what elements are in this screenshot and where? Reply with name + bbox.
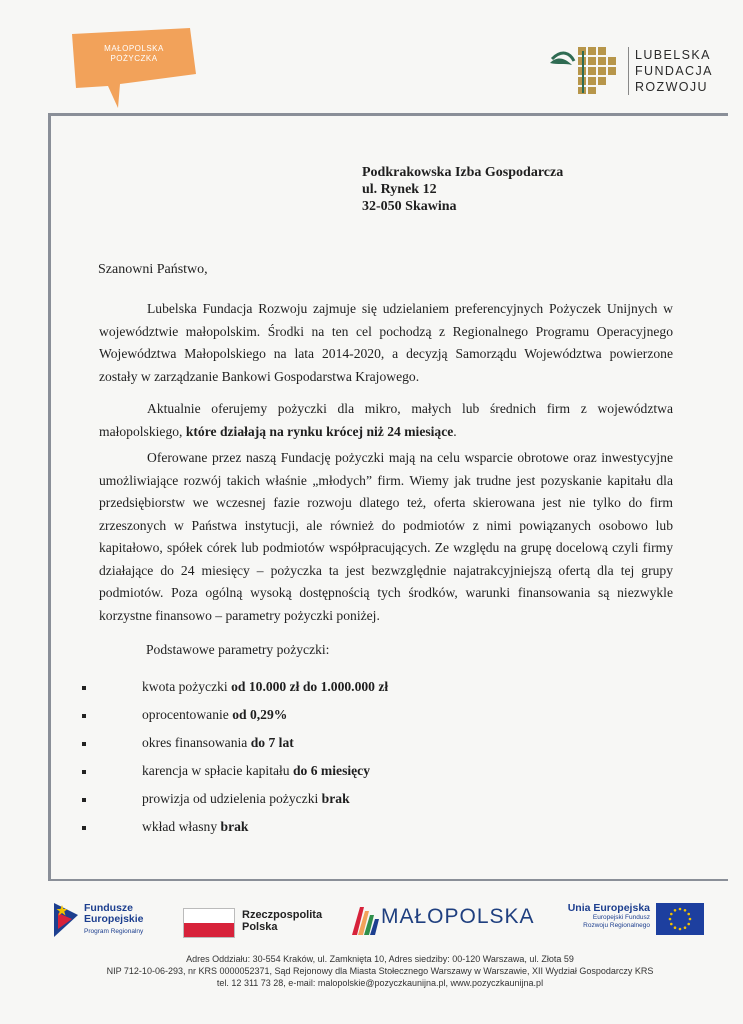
param-label: wkład własny [142, 819, 221, 834]
bullet-icon [82, 826, 86, 830]
fe-star-icon [52, 899, 80, 939]
recipient-street: ul. Rynek 12 [362, 182, 437, 197]
param-value: do 7 lat [250, 735, 294, 750]
rzeczpospolita-polska-label [242, 909, 322, 933]
ue-title: Unia Europejska [567, 902, 650, 914]
salutation: Szanowni Państwo, [98, 262, 208, 277]
params-title: Podstawowe parametry pożyczki: [146, 642, 330, 657]
lfr-emblem-icon [548, 45, 618, 95]
param-label: okres finansowania [142, 735, 251, 750]
paragraph-2 [99, 398, 673, 443]
footer-contact [40, 953, 720, 989]
lfr-line-1: LUBELSKA [635, 48, 711, 62]
param-value: do 6 miesięcy [292, 763, 371, 778]
ue-sub-1: Europejski Fundusz [592, 914, 650, 921]
param-label: oprocentowanie [142, 707, 233, 722]
recipient-address [362, 164, 563, 215]
param-label: kwota pożyczki [142, 679, 232, 694]
paragraph-2-end: . [453, 423, 457, 439]
fe-line-2: Europejskie [84, 913, 144, 925]
ue-sub-2: Rozwoju Regionalnego [583, 922, 650, 929]
param-item [82, 819, 248, 835]
paragraph-2-text: Aktualnie oferujemy pożyczki dla mikro, małych lub średnich firm z województwa małopolskiego, [99, 401, 673, 439]
malopolska-mark-icon [352, 905, 380, 935]
frame-bottom-line [48, 879, 728, 881]
fundusze-europejskie-logo [52, 899, 172, 943]
bullet-icon [82, 686, 86, 690]
param-value: brak [321, 791, 350, 806]
paragraph-1: Lubelska Fundacja Rozwoju zajmuje się udzielaniem preferencyjnych Pożyczek Unijnych w województwie małopolskim. Środki na ten cel pochodzą z Regionalnego Programu Operacyjnego Województwa Małopolskiego na lata 2014-2020, a decyzją Samorządu Województwa powierzone zostały w zarządzanie Bankowi Gospodarstwa Krajowego. [99, 301, 673, 384]
lfr-line-3: ROZWOJU [635, 80, 708, 94]
eu-flag-icon [656, 903, 704, 935]
lfr-line-2: FUNDACJA [635, 64, 713, 78]
frame-top-line [48, 113, 728, 116]
frame-left-line [48, 113, 51, 881]
param-item [82, 763, 370, 779]
badge-line-1: MAŁOPOLSKA [104, 44, 164, 53]
polish-flag-icon [183, 908, 235, 938]
paragraph-3: Oferowane przez naszą Fundację pożyczki mają na celu wsparcie obrotowe oraz inwestycyjne umożliwiające rozwój takich właśnie „młodych” firm. Wiemy jak trudne jest pozyskanie kapitału dla przedsiębiorstw we wczesnej fazie rozwoju dlatego też, oferta skierowana jest nie tylko do firm zrzeszonych w Państwa instytucji, ale również do podmiotów z nimi powiązanych osobowo lub kapitałowo, spółek córek lub podmiotów współpracujących. Ze względu na grupę docelową czyli firmy działające do 24 miesięcy – pożyczka ta jest bezwzględnie najatrakcyjniejszą ofertą dla tej grupy podmiotów. Poza ogólną wysoką dostępnością tych środków, warunki finansowania są niezwykle korzystne finansowo – parametry pożyczki poniżej. [99, 450, 673, 623]
param-item [82, 735, 294, 751]
recipient-city: 32-050 Skawina [362, 199, 457, 214]
footer-line-3: tel. 12 311 73 28, e-mail: malopolskie@pozyczkaunijna.pl, www.pozyczkaunijna.pl [216, 978, 544, 988]
fe-line-1: Fundusze [84, 902, 133, 914]
param-value: brak [220, 819, 249, 834]
rp-line-2: Polska [242, 921, 278, 933]
malopolska-pozyczka-logo [68, 28, 198, 108]
bullet-icon [82, 770, 86, 774]
recipient-name: Podkrakowska Izba Gospodarcza [362, 165, 564, 180]
param-value: od 0,29% [232, 707, 288, 722]
malopolska-logo-text: MAŁOPOLSKA [381, 905, 535, 928]
param-item [82, 791, 350, 807]
lfr-logo [548, 45, 718, 95]
paragraph-2-bold: które działają na rynku krócej niż 24 miesiące [185, 423, 454, 439]
fe-subtitle: Program Regionalny [84, 928, 144, 935]
unia-europejska-label [545, 902, 650, 930]
rp-line-1: Rzeczpospolita [242, 909, 323, 921]
param-label: prowizja od udzielenia pożyczki [142, 791, 322, 806]
param-value: od 10.000 zł do 1.000.000 zł [231, 679, 389, 694]
param-item [82, 679, 388, 695]
bullet-icon [82, 742, 86, 746]
bullet-icon [82, 714, 86, 718]
footer-line-2: NIP 712-10-06-293, nr KRS 0000052371, Sąd Rejonowy dla Miasta Stołecznego Warszawy w Warszawie, XII Wydział Gospodarczy KRS [106, 966, 654, 976]
bullet-icon [82, 798, 86, 802]
param-label: karencja w spłacie kapitału [142, 763, 293, 778]
footer-line-1: Adres Oddziału: 30-554 Kraków, ul. Zamknięta 10, Adres siedziby: 00-120 Warszawa, ul. Złota 59 [186, 954, 574, 964]
badge-line-2: POŻYCZKA [110, 54, 158, 63]
param-item [82, 707, 287, 723]
